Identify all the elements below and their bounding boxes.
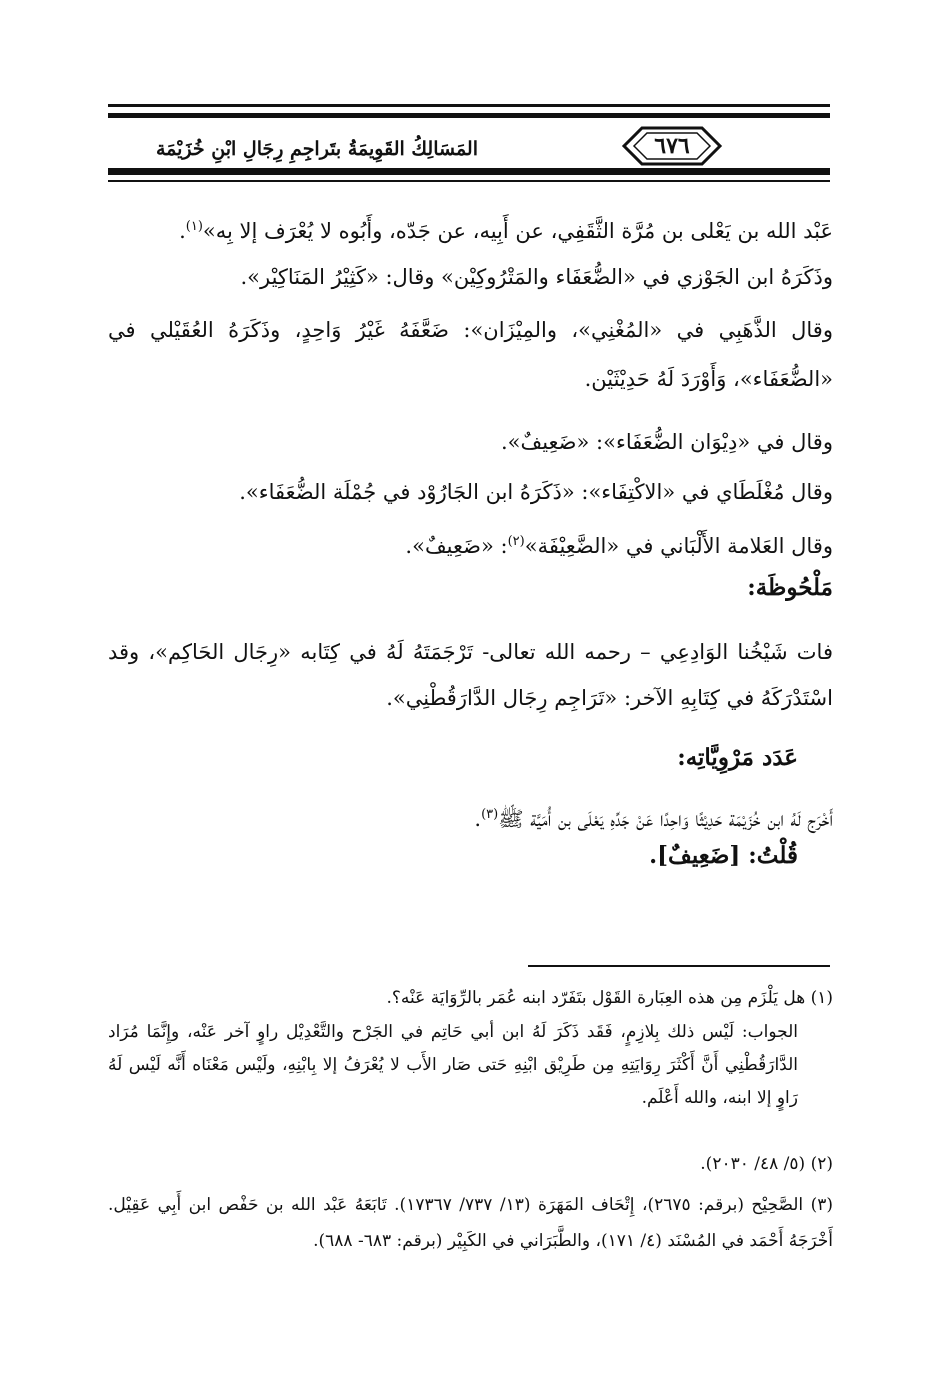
paragraph-8	[143, 794, 833, 840]
footnote-ref-3: (٣)	[481, 807, 499, 822]
paragraph-6	[143, 521, 833, 567]
paragraph-6-end: : «ضَعِيفٌ».	[405, 534, 508, 558]
footnote-ref-1: (١)	[185, 219, 203, 234]
running-title: المَسَالِكُ القَوِيمَةُ بتَراجِمِ رِجَالِ ابْنِ خُزَيْمَة	[155, 138, 478, 160]
footnote-2: (٢) (٥/ ٤٨/ ٢٠٣٠).	[700, 1154, 833, 1174]
footnote-1: (١) هل يَلْزَم مِن هذه العِبَارة القَوْل بتَفَرّد ابنه عُمَر بالرِّوَايَة عَنْه؟.	[386, 988, 833, 1008]
paragraph-6-text: وقال العَلامة الأَلْبَاني في «الضَّعِيْفَة»	[524, 534, 833, 558]
footnote-1-answer: الجواب: لَيْس ذلك بِلازِمٍ، فَقَد ذَكَرَ لَهُ ابن أبي حَاتِم في الجَرْح والتَّعْدِيْل راوٍ آخر عَنْه، وإِنَّمَا مُرَاد الدَّارَقُطْنِي أَنَّ أَكْثَرَ رِوَايَتِهِ مِن طَرِيْق ابْنِهِ حَتى صَار الأَب لا يُعْرَفُ إلا بِابْنِهِ، ولَيْس مَعْنَاه أَنَّه لَيْس لَهُ رَاوٍ إلا ابنه، والله أَعْلَم.	[108, 1022, 798, 1108]
footnote-3: (٣) الصَّحِيْح (برقم: ٢٦٧٥)، إِتْحَاف المَهَرَة (١٣/ ٧٣٧/ ١٧٣٦٧). تَابَعَهُ عَبْد الله بن حَفْص ابن أَبِي عَقِيْل. أَخْرَجَهُ أَحْمَد في المُسْنَد (٤/ ١٧١)، والطَّبَرَاني في الكَبِيْر (برقم: ٦٨٣- ٦٨٨).	[108, 1195, 834, 1251]
paragraph-5: وقال مُغْلَطَاي في «الاكْتِفَاء»: «ذَكَرَهُ ابن الجَارُوْد في جُمْلَة الضُّعَفَاء».	[239, 480, 833, 504]
paragraph-4: وقال في «دِيْوَان الضُّعَفَاء»: «ضَعِيفٌ».	[500, 430, 833, 454]
header-lower-bar	[108, 168, 830, 175]
paragraph-1-end: .	[179, 219, 186, 243]
page-number: ٦٧٦	[654, 133, 690, 159]
paragraph-8-text: أَخْرَج لَهُ ابن خُزَيْمَة حَدِيْثًا وَاحِدًا عَنْ جَدِّهِ يَعْلَى بن أُمَيَّة ﷺ	[498, 807, 833, 831]
paragraph-2: وذَكَرَهُ ابن الجَوْزي في «الضُّعَفَاء والمَتْرُوكِيْن» وقال: «كَثِيْرُ المَنَاكِيْر».	[240, 265, 833, 289]
paragraph-7: فات شَيْخُنا الوَادِعِي – رحمه الله تعالى- تَرْجَمَتَهُ لَهُ في كِتَابه «رِجَال الحَاكِم»، وقد اسْتَدْرَكَهُ في كِتَابِهِ الآخر: «تَرَاجِم رِجَال الدَّارَقُطْنِي».	[108, 640, 833, 710]
paragraph-1	[108, 206, 833, 252]
heading-note: مَلْحُوظَة:	[747, 574, 833, 601]
footnote-separator	[528, 965, 830, 967]
header-upper-bar	[108, 113, 830, 118]
paragraph-3: وقال الذَّهَبِي في «المُغْنِي»، والمِيْزَان»: ضَعَّفَهُ غَيْرُ وَاحِدٍ، وذَكَرَهُ العُقَيْلي في «الضُّعَفَاء»، وَأَوْرَدَ لَهُ حَدِيْثَيْن.	[108, 318, 833, 391]
paragraph-8-end: .	[474, 807, 482, 831]
page-number-badge	[620, 124, 724, 168]
heading-narrations-count: عَدَد مَرْوِيَّاتِه:	[677, 744, 798, 771]
header-top-rule	[108, 104, 830, 107]
footnote-ref-2: (٢)	[507, 534, 525, 549]
verdict: قُلْتُ: [ضَعِيفٌ].	[649, 842, 798, 869]
header-bottom-rule	[108, 180, 830, 182]
paragraph-1-text: عَبْد الله بن يَعْلى بن مُرَّة الثَّقَفِي، عن أَبِيه، عن جَدّه، وأَبُوه لا يُعْرَف إلا بِه»	[202, 219, 833, 243]
